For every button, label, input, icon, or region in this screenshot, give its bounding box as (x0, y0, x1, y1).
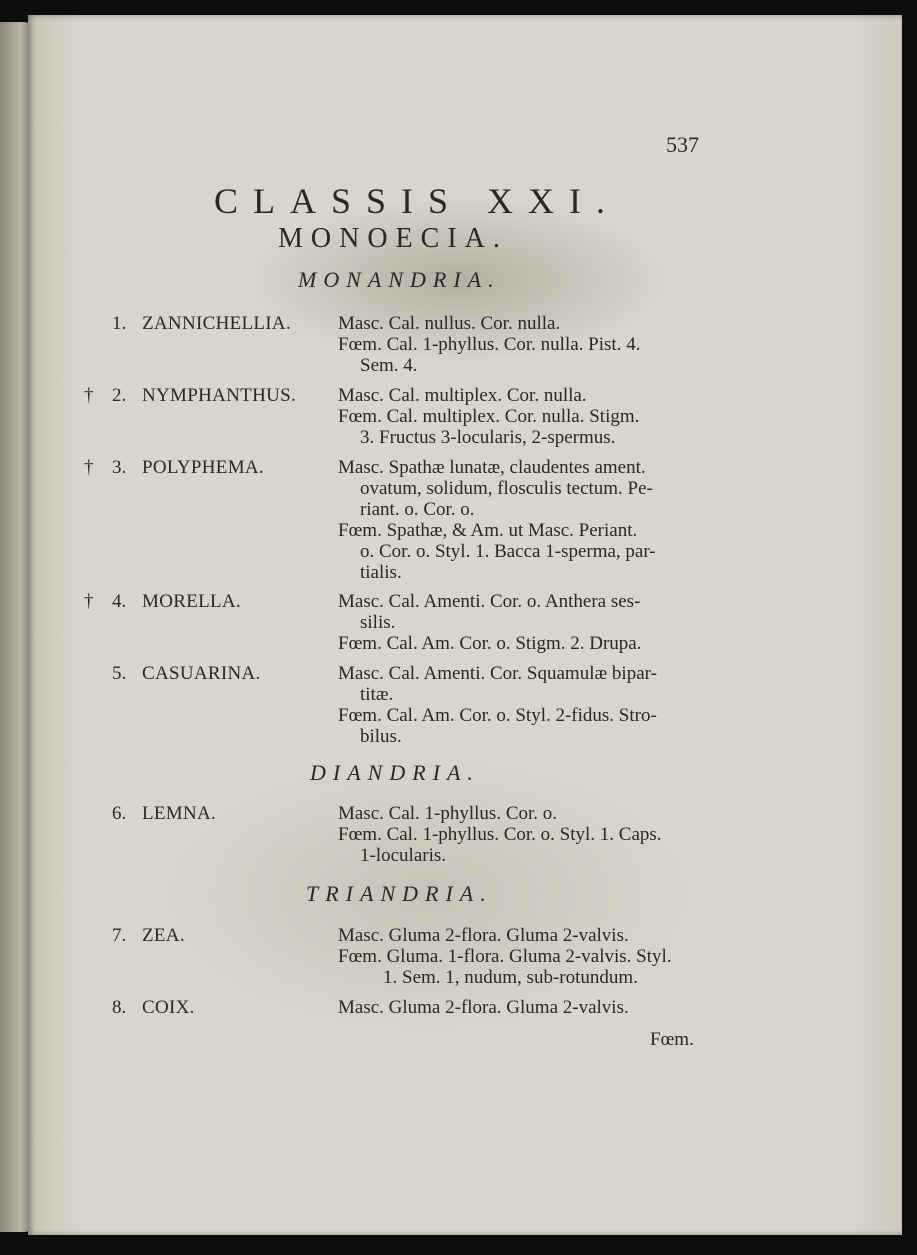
entry-number: 1. (112, 313, 127, 334)
entry-number: 2. (112, 385, 127, 406)
description-line: silis. (360, 612, 396, 633)
genus-description (338, 313, 713, 376)
genus-name: CASUARINA. (142, 663, 261, 684)
genus-description (338, 591, 713, 654)
page-number: 537 (666, 132, 699, 157)
description-line: 1. Sem. 1, nudum, sub-rotundum. (383, 967, 638, 988)
genus-name: ZEA. (142, 925, 185, 946)
description-line: Fœm. Cal. 1-phyllus. Cor. o. Styl. 1. Caps. (338, 824, 662, 845)
description-line: o. Cor. o. Styl. 1. Bacca 1-sperma, par- (360, 541, 656, 562)
genus-description (338, 385, 713, 448)
class-subtitle: MONOECIA. (278, 223, 508, 254)
dagger-mark: † (84, 591, 94, 612)
description-line: Fœm. Spathæ, & Am. ut Masc. Periant. (338, 520, 638, 541)
section-heading-diandria: DIANDRIA. (310, 760, 480, 785)
description-line: Fœm. Cal. Am. Cor. o. Stigm. 2. Drupa. (338, 633, 642, 654)
genus-description (338, 457, 713, 583)
description-line: tialis. (360, 562, 402, 583)
genus-name: POLYPHEMA. (142, 457, 264, 478)
description-line: riant. o. Cor. o. (360, 499, 475, 520)
description-line: 1-locularis. (360, 845, 447, 866)
genus-name: LEMNA. (142, 803, 217, 824)
entry-number: 5. (112, 663, 127, 684)
description-line: Fœm. Cal. 1-phyllus. Cor. nulla. Pist. 4. (338, 334, 641, 355)
description-line: bilus. (360, 726, 402, 747)
description-line: Masc. Cal. nullus. Cor. nulla. (338, 313, 561, 334)
description-line: Fœm. Cal. Am. Cor. o. Styl. 2-fidus. Stro- (338, 705, 657, 726)
description-line: ovatum, solidum, flosculis tectum. Pe- (360, 478, 653, 499)
description-line: Masc. Cal. 1-phyllus. Cor. o. (338, 803, 558, 824)
entry-number: 8. (112, 997, 127, 1018)
genus-name: COIX. (142, 997, 195, 1018)
section-heading-monandria: MONANDRIA. (298, 267, 501, 292)
description-line: Fœm. Gluma. 1-flora. Gluma 2-valvis. Styl. (338, 946, 672, 967)
description-line: titæ. (360, 684, 394, 705)
genus-name: NYMPHANTHUS. (142, 385, 297, 406)
description-line: Masc. Cal. multiplex. Cor. nulla. (338, 385, 587, 406)
catchword: Fœm. (650, 1029, 694, 1050)
class-title: CLASSIS XXI. (214, 181, 621, 221)
description-line: Sem. 4. (360, 355, 418, 376)
genus-description (338, 803, 713, 866)
dagger-mark: † (84, 385, 94, 406)
description-line: 3. Fructus 3-locularis, 2-spermus. (360, 427, 616, 448)
entry-number: 3. (112, 457, 127, 478)
dagger-mark: † (84, 457, 94, 478)
description-line: Masc. Cal. Amenti. Cor. o. Anthera ses- (338, 591, 641, 612)
genus-description (338, 663, 713, 747)
entry-number: 6. (112, 803, 127, 824)
book-page (28, 15, 902, 1235)
description-line: Masc. Spathæ lunatæ, claudentes ament. (338, 457, 646, 478)
entry-number: 4. (112, 591, 127, 612)
genus-description (338, 997, 713, 1018)
genus-name: MORELLA. (142, 591, 241, 612)
entry-number: 7. (112, 925, 127, 946)
description-line: Fœm. Cal. multiplex. Cor. nulla. Stigm. (338, 406, 640, 427)
description-line: Masc. Cal. Amenti. Cor. Squamulæ bipar- (338, 663, 657, 684)
description-line: Masc. Gluma 2-flora. Gluma 2-valvis. (338, 925, 629, 946)
genus-name: ZANNICHELLIA. (142, 313, 292, 334)
genus-description (338, 925, 713, 988)
description-line: Masc. Gluma 2-flora. Gluma 2-valvis. (338, 997, 629, 1018)
section-heading-triandria: TRIANDRIA. (306, 881, 493, 906)
